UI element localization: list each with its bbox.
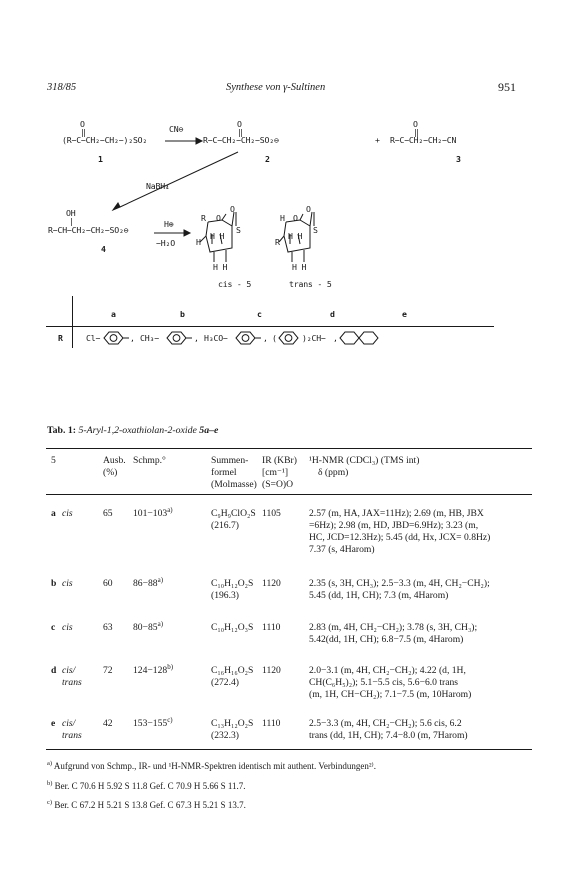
compound-4-formula: R−CH−CH₂−CH₂−SO₂⊖ bbox=[48, 225, 129, 235]
arrow-2-4 bbox=[120, 152, 238, 207]
th-ir-1: IR (KBr) bbox=[262, 455, 297, 466]
row-nmr-4: 7.37 (s, 4Harom) bbox=[309, 544, 375, 555]
cis-5-label: cis - 5 bbox=[218, 279, 252, 289]
row-label-r: R bbox=[58, 333, 63, 343]
compound-number-3: 3 bbox=[456, 154, 461, 164]
row-ir: 1105 bbox=[262, 508, 281, 519]
cis-ring-so: O bbox=[230, 204, 235, 214]
row-mass: (196.3) bbox=[211, 590, 239, 601]
row-nmr-1: 2.35 (s, 3H, CH₃); 2.5−3.3 (m, 4H, CH₂−CH₂); bbox=[309, 578, 490, 589]
table-caption bbox=[47, 425, 218, 436]
th-yield: Ausb. bbox=[103, 455, 126, 466]
row-id: e bbox=[51, 718, 56, 729]
carbonyl-bond-2: ‖ bbox=[238, 127, 243, 137]
row-yield: 72 bbox=[103, 665, 113, 676]
row-nmr-1: 2.0−3.1 (m, 4H, CH₂−CH₂); 4.22 (d, 1H, bbox=[309, 665, 466, 676]
trans-ring-so: O bbox=[306, 204, 311, 214]
th-nmr-2: δ (ppm) bbox=[318, 467, 349, 478]
th-nmr-1: ¹H-NMR (CDCl₃) (TMS int) bbox=[309, 455, 420, 466]
header-title: Synthese von γ-Sultinen bbox=[226, 82, 326, 93]
row-formula: C₁₀H₁₂O₃S bbox=[211, 622, 254, 633]
row-isomer: cis bbox=[62, 622, 73, 633]
header-left: 318/85 bbox=[47, 82, 77, 93]
row-mass: (272.4) bbox=[211, 677, 239, 688]
sep-a: , bbox=[130, 333, 135, 343]
trans-5-label: trans - 5 bbox=[289, 279, 332, 289]
footnote-c: $^{c)}$ Ber. C 67.2 H 5.21 S 13.8 Gef. C 67.3 H 5.21 S 13.7. bbox=[47, 799, 246, 810]
group-d-close: )₂CH− bbox=[302, 333, 326, 343]
row-nmr-2: 5.42(dd, 1H, CH); 6.8−7.5 (m, 4Harom) bbox=[309, 634, 464, 645]
arrow-2-4-head bbox=[113, 203, 120, 210]
carbonyl-o-2: O bbox=[237, 119, 242, 129]
row-nmr-2: =6Hz); 2.98 (m, HD, JBD=6.9Hz); 3.23 (m, bbox=[309, 520, 479, 531]
carbonyl-bond-3: ‖ bbox=[414, 127, 419, 137]
phenyl-ring-b bbox=[167, 332, 186, 344]
row-formula: C₁₆H₁₆O₂S bbox=[211, 665, 254, 676]
cis-ring-h: H bbox=[196, 237, 201, 247]
th-ir-2: [cm⁻¹] bbox=[262, 467, 289, 478]
row-yield: 60 bbox=[103, 578, 113, 589]
th-formula-3: (Molmasse) bbox=[211, 479, 257, 490]
row-formula: C₁₃H₁₂O₂S bbox=[211, 718, 254, 729]
th-ir-3: (S=O)O bbox=[262, 479, 293, 490]
carbonyl-bond-1: ‖ bbox=[81, 127, 86, 137]
row-nmr-2: 5.45 (dd, 1H, CH); 7.3 (m, 4Harom) bbox=[309, 590, 449, 601]
group-c-prefix: H₃CO− bbox=[204, 333, 228, 343]
naphthyl-ring-2 bbox=[359, 332, 378, 344]
compound-2-formula: R−C−CH₂−CH₂−SO₂⊖ bbox=[203, 135, 279, 145]
row-isomer: cis/ bbox=[62, 718, 76, 729]
col-c: c bbox=[257, 309, 262, 319]
row-isomer-2: trans bbox=[62, 677, 82, 688]
th-compound: 5 bbox=[51, 455, 56, 466]
row-isomer: cis bbox=[62, 578, 73, 589]
trans-ring-h: H bbox=[280, 213, 285, 223]
th-yield-unit: (%) bbox=[103, 467, 118, 478]
row-id: d bbox=[51, 665, 57, 676]
plus-sign: + bbox=[375, 135, 380, 145]
arrow-4-5-head bbox=[184, 230, 190, 236]
compound-3-formula: R−C−CH₂−CH₂−CN bbox=[390, 135, 457, 145]
compound-number-4: 4 bbox=[101, 244, 106, 254]
group-b-prefix: CH₃− bbox=[140, 333, 159, 343]
compound-number-2: 2 bbox=[265, 154, 270, 164]
row-formula: C₉H₉ClO₂S bbox=[211, 508, 256, 519]
row-id: c bbox=[51, 622, 56, 633]
cyanide-reagent: CN⊖ bbox=[169, 124, 184, 134]
table-bottom-rule bbox=[46, 749, 532, 750]
row-ir: 1120 bbox=[262, 665, 281, 676]
row-mass: (216.7) bbox=[211, 520, 239, 531]
group-d-open: ( bbox=[272, 333, 277, 343]
carbonyl-o-1: O bbox=[80, 119, 85, 129]
footnote-b: $^{b)}$ Ber. C 70.6 H 5.92 S 11.8 Gef. C 70.9 H 5.66 S 11.7. bbox=[47, 780, 246, 791]
row-mass: (232.3) bbox=[211, 730, 239, 741]
trans-ring-ha: H H bbox=[288, 231, 303, 241]
hydroxy-label: OH bbox=[66, 208, 76, 218]
substituent-rings bbox=[0, 320, 576, 360]
carbonyl-o-3: O bbox=[413, 119, 418, 129]
cis-ring-o: O bbox=[216, 213, 221, 223]
cis-ring-drawing bbox=[200, 212, 236, 262]
row-id: a bbox=[51, 508, 56, 519]
phenyl-ring-d bbox=[279, 332, 298, 344]
compound-1-formula: (R−C−CH₂−CH₂−)₂SO₂ bbox=[62, 135, 148, 145]
sep-c: , bbox=[263, 333, 268, 343]
footnote-a: $^{a)}$ Aufgrund von Schmp., IR- und ¹H-NMR-Spektren identisch mit authent. Verbindungen²⁾. bbox=[47, 760, 376, 771]
sep-b: , bbox=[194, 333, 199, 343]
row-nmr-1: 2.5−3.3 (m, 4H, CH₂−CH₂); 5.6 cis, 6.2 bbox=[309, 718, 462, 729]
row-nmr-1: 2.57 (m, HA, JAX=11Hz); 2.69 (m, HB, JBX bbox=[309, 508, 484, 519]
cis-ring-s: S bbox=[236, 225, 241, 235]
trans-ring-drawing bbox=[279, 212, 314, 262]
naphthyl-ring-1 bbox=[340, 332, 359, 344]
row-nmr-1: 2.83 (m, 4H, CH₂−CH₂); 3.78 (s, 3H, CH₃); bbox=[309, 622, 478, 633]
phenyl-ring-c bbox=[236, 332, 255, 344]
th-formula-2: formel bbox=[211, 467, 237, 478]
row-formula: C₁₀H₁₂O₂S bbox=[211, 578, 254, 589]
row-yield: 63 bbox=[103, 622, 113, 633]
trans-ring-hb: H H bbox=[292, 262, 307, 272]
row-nmr-3: HC, JCD=12.3Hz); 5.45 (dd, Hx, JCX= 0.8Hz) bbox=[309, 532, 491, 543]
col-e: e bbox=[402, 309, 407, 319]
page-number: 951 bbox=[498, 80, 516, 94]
phenyl-ring-a bbox=[104, 332, 123, 344]
table-top-rule bbox=[46, 448, 532, 449]
row-ir: 1110 bbox=[262, 718, 281, 729]
sep-d: , bbox=[333, 333, 338, 343]
row-mp: $124-128^{b)}$ bbox=[133, 662, 174, 676]
caption-text: 5-Aryl-1,2-oxathiolan-2-oxide bbox=[78, 425, 197, 436]
row-isomer: cis/ bbox=[62, 665, 76, 676]
scheme-graphics bbox=[0, 0, 576, 300]
row-mp: $86-88^{a)}$ bbox=[133, 575, 164, 589]
row-nmr-2: trans (dd, 1H, CH); 7.4−8.0 (m, 7Harom) bbox=[309, 730, 468, 741]
trans-ring-o: O bbox=[293, 213, 298, 223]
cis-ring-hb: H H bbox=[213, 262, 228, 272]
trans-ring-r: R bbox=[275, 237, 280, 247]
row-isomer: cis bbox=[62, 508, 73, 519]
arrow-1-2-head bbox=[196, 138, 202, 144]
hydroxy-bond: | bbox=[69, 216, 74, 226]
caption-compounds: 5a–e bbox=[199, 425, 219, 436]
row-nmr-2: CH(C₆H₅)₂); 5.1−5.5 cis, 5.6−6.0 trans bbox=[309, 677, 459, 688]
row-yield: 42 bbox=[103, 718, 113, 729]
th-mp: Schmp.° bbox=[133, 455, 166, 466]
row-ir: 1120 bbox=[262, 578, 281, 589]
water-loss: −H₂O bbox=[156, 238, 175, 248]
row-ir: 1110 bbox=[262, 622, 281, 633]
acid-reagent: H⊕ bbox=[164, 219, 174, 229]
row-mp: $101-103^{a)}$ bbox=[133, 505, 173, 519]
trans-ring-s: S bbox=[313, 225, 318, 235]
group-a-prefix: Cl− bbox=[86, 333, 101, 343]
col-d: d bbox=[330, 309, 335, 319]
table-header-rule bbox=[46, 494, 532, 495]
cis-ring-ha: H H bbox=[210, 231, 225, 241]
row-isomer-2: trans bbox=[62, 730, 82, 741]
row-mp: $153-155^{c)}$ bbox=[133, 715, 173, 729]
caption-label: Tab. 1: bbox=[47, 425, 77, 436]
col-b: b bbox=[180, 309, 185, 319]
row-id: b bbox=[51, 578, 57, 589]
compound-number-1: 1 bbox=[98, 154, 103, 164]
row-nmr-3: (m, 1H, CH−CH₂); 7.1−7.5 (m, 10Harom) bbox=[309, 689, 472, 700]
nabh4-reagent: NaBH₄ bbox=[146, 181, 170, 191]
row-mp: $80-85^{a)}$ bbox=[133, 619, 164, 633]
cis-ring-r: R bbox=[201, 213, 206, 223]
row-yield: 65 bbox=[103, 508, 113, 519]
th-formula-1: Summen- bbox=[211, 455, 249, 466]
col-a: a bbox=[111, 309, 116, 319]
